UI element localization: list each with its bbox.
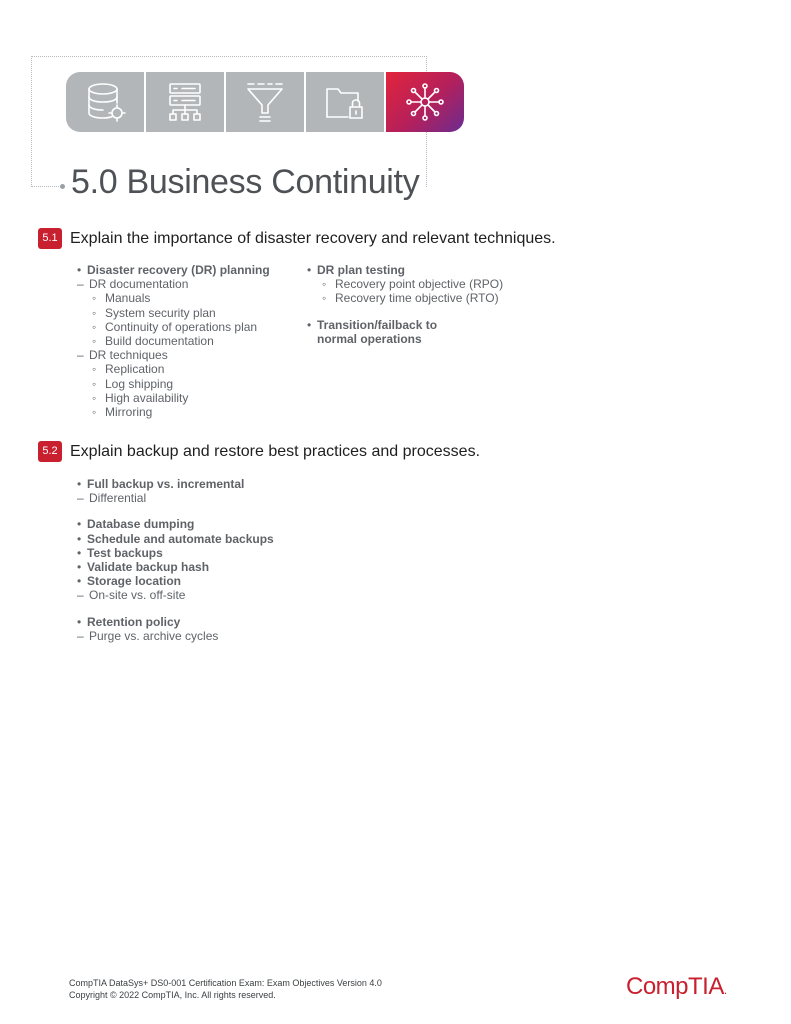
list-item: ◦ Log shipping	[69, 377, 270, 391]
list-item: • Schedule and automate backups	[69, 532, 274, 546]
server-network-icon	[162, 79, 208, 125]
list-item: ◦ Replication	[69, 362, 270, 376]
list-item: – DR documentation	[69, 277, 270, 291]
list-item: normal operations	[317, 331, 422, 346]
list-item: – Purge vs. archive cycles	[69, 629, 274, 643]
header-frame-dot	[60, 184, 65, 189]
page-title: 5.0 Business Continuity	[71, 163, 420, 201]
list-item: – Differential	[69, 491, 274, 505]
list-item: • DR plan testing	[299, 263, 503, 277]
list-item: ◦ Build documentation	[69, 334, 270, 348]
section-number-badge: 5.1	[38, 228, 62, 249]
funnel-filter-icon	[242, 79, 288, 125]
list-item: ◦ Recovery point objective (RPO)	[299, 277, 503, 291]
section-title: Explain the importance of disaster recovery and relevant techniques.	[70, 229, 556, 247]
tile-database	[66, 72, 144, 132]
list-item: ◦ System security plan	[69, 306, 270, 320]
comptia-logo	[626, 973, 727, 1001]
section-5-1-heading	[38, 228, 556, 249]
folder-lock-icon	[322, 79, 368, 125]
list-item: – DR techniques	[69, 348, 270, 362]
list-item: • Storage location	[69, 574, 274, 588]
list-item: – On-site vs. off-site	[69, 588, 274, 602]
list-item: • Test backups	[69, 546, 274, 560]
section-5-1-left-list	[69, 263, 270, 419]
list-item: ◦ Recovery time objective (RTO)	[299, 291, 503, 305]
section-5-2-heading	[38, 441, 480, 462]
list-item: • Validate backup hash	[69, 560, 274, 574]
footer-exam-title: CompTIA DataSys+ DS0-001 Certification Exam: Exam Objectives Version 4.0	[69, 978, 382, 988]
list-item: • Full backup vs. incremental	[69, 477, 274, 491]
list-item: ◦ High availability	[69, 391, 270, 405]
logo-text: CompTIA	[626, 973, 724, 1000]
section-5-2-list	[69, 477, 274, 643]
network-nodes-icon	[402, 79, 448, 125]
list-item: ◦ Continuity of operations plan	[69, 320, 270, 334]
section-title: Explain backup and restore best practices and processes.	[70, 442, 481, 460]
list-item: • Transition/failback to	[299, 318, 503, 332]
tile-network-nodes	[386, 72, 464, 132]
logo-suffix: .	[723, 983, 727, 997]
tile-folder-lock	[306, 72, 384, 132]
section-number-badge: 5.2	[38, 441, 62, 462]
tile-server-network	[146, 72, 224, 132]
list-item: • Retention policy	[69, 615, 274, 629]
list-item: ◦ Manuals	[69, 291, 270, 305]
header-frame-connector	[31, 186, 61, 187]
list-item: • Disaster recovery (DR) planning	[69, 263, 270, 277]
list-item: • Database dumping	[69, 517, 274, 531]
list-item: ◦ Mirroring	[69, 405, 270, 419]
database-icon	[82, 79, 128, 125]
tile-funnel	[226, 72, 304, 132]
domain-icon-strip	[66, 72, 464, 132]
footer	[69, 977, 382, 1001]
section-5-1-right-list	[299, 263, 503, 346]
footer-copyright: Copyright © 2022 CompTIA, Inc. All rights reserved.	[69, 990, 276, 1000]
